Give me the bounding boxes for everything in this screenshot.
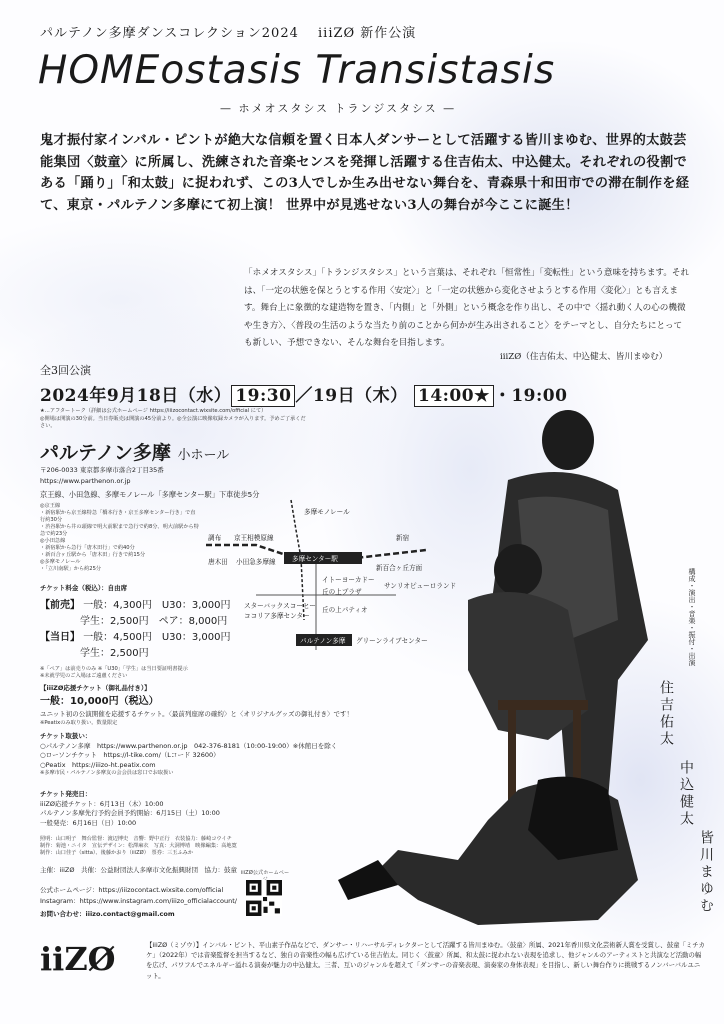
route-item: ・「立川南駅」から約25分 bbox=[40, 566, 102, 572]
qr-code[interactable] bbox=[246, 880, 282, 916]
lead-text: 鬼才振付家インバル・ピントが絶大な信頼を置く日本人ダンサーとして活躍する皆川まゆむ、世界的太鼓芸能集団〈鼓童〉に所属し、洗練された音楽センスを発揮し活躍する住吉佑太、中込健太。それぞれの役割である「踊り」「和太鼓」に捉われず、この3人でしか生み出せない舞台を、青森県十和田市での滞在制作を経て、東京・パルテノン多摩にて初上演！ 世界中が見逃せない3人の舞台が今ここに誕生！ bbox=[40, 133, 690, 213]
support-note: ※Peatixのみ取り扱い。数量限定 bbox=[40, 720, 118, 726]
venue-url[interactable]: https://www.parthenon.or.jp bbox=[40, 477, 131, 485]
release-item: 一般発売：6月16日（日）10:00 bbox=[40, 818, 137, 827]
sales-item[interactable]: ○パルテノン多摩 https://www.parthenon.or.jp 042-376-8181（10:00-19:00）※休館日を除く bbox=[40, 742, 338, 750]
staff-line: 照明：山口明子 舞台監督：渡辺博史 音響：野中正行 衣装協力：藤崎コウイチ bbox=[40, 836, 232, 842]
support-heading: 【iiiZØ応援チケット（御礼品付き）】 bbox=[40, 684, 151, 692]
dancers-photo bbox=[318, 380, 666, 940]
map-label: グリーンライブセンター bbox=[356, 637, 428, 645]
cast-name: 皆川まゆむ bbox=[698, 830, 714, 915]
map-label: 小田急多摩線 bbox=[236, 558, 276, 566]
organizers: 主催：iiiZØ 共催：公益財団法人多摩市文化振興財団 協力：鼓童 bbox=[40, 866, 237, 874]
door-label: 【当日】 bbox=[40, 632, 80, 643]
map-label: スターバックスコーヒー bbox=[244, 602, 316, 610]
venue-title: パルテノン多摩 bbox=[40, 442, 171, 464]
time-1: 19:30 bbox=[231, 385, 295, 407]
venue-access: 京王線、小田急線、多摩モノレール「多摩センター駅」下車徒歩5分 bbox=[40, 490, 260, 499]
route-item: ・新百合ヶ丘駅から「唐木田」行きで約15分 bbox=[40, 552, 146, 558]
page-title: HOMEostasis Transistasis bbox=[38, 48, 556, 93]
route-item: ◎小田急線 bbox=[40, 538, 66, 544]
release-item: iiiZØ応援チケット：6月13日（木）10:00 bbox=[40, 800, 164, 808]
support-price: 一般：10,000円（税込） bbox=[40, 696, 159, 707]
sales-item[interactable]: ○Peatix https://iiizo-ht.peatix.com bbox=[40, 760, 156, 769]
date-1: 2024年9月18日（水） bbox=[40, 386, 232, 406]
sales-item[interactable]: ○ローソンチケット https://l-tike.com/（Lコード 32600） bbox=[40, 751, 220, 760]
cast-roles: 構成・演出・音楽・振付・出演 bbox=[688, 568, 696, 666]
concept-text: 「ホメオスタシス」「トランジスタシス」という言葉は、それぞれ「恒常性」「変転性」という意味を持ちます。それは、「一定の状態を保とうとする作用〈安定〉」と「一定の状態から変化させようとする作用〈変化〉」とも言えます。舞台上に象徴的な建造物を置き、「内側」と「外側」という概念を作り出し、その中で〈揺れ動く人の心の機微や生き方〉、〈普段の生活のような当たり前のことから何かが生み出されること〉をテーマとし、自分たちにとっても新しい、予想できない、そんな舞台を目指します。 bbox=[244, 268, 690, 348]
instagram-link[interactable]: Instagram：https://www.instagram.com/iiizo_officialaccount/ bbox=[40, 897, 237, 905]
page-subtitle: — ホメオスタシス トランジスタシス — bbox=[220, 102, 457, 115]
route-item: ・渋谷駅から井の頭線で明大前駅まで急行で約8分、明大前駅から特急で約23分 bbox=[40, 524, 199, 537]
schedule-note-2: ◎開場は開演の30分前。当日券販売は開演の45分前より。◎全公演に映像収録カメラが入ります。予めご了承ください。 bbox=[40, 416, 306, 429]
route-item: ◎京王線 bbox=[40, 503, 61, 509]
sales-list bbox=[40, 742, 340, 777]
sales-note: ※多摩市民・パルテノン多摩友の会会員は窓口でお取扱い bbox=[40, 769, 174, 776]
cast-name: 住吉佑太 bbox=[658, 680, 674, 748]
ticket-notes: ※「ペア」は前売りのみ ※「U30」「学生」は当日要証明書提示 ※未就学児のご入場はご遠慮ください bbox=[40, 666, 188, 679]
route-list bbox=[40, 503, 200, 573]
iiizo-logo: iiZØ bbox=[40, 940, 116, 978]
advance-student: 学生：2,500円 bbox=[80, 616, 149, 627]
official-site-link[interactable]: 公式ホームページ：https://iiizocontact.wixsite.com/official bbox=[40, 886, 224, 894]
map-label: 京王相模原線 bbox=[234, 534, 274, 542]
concept-credit: iiiZØ（住吉佑太、中込健太、皆川まゆむ） bbox=[500, 352, 668, 362]
advance-general: 一般：4,300円 bbox=[83, 600, 152, 611]
map-label: ココリア多摩センター bbox=[244, 612, 310, 620]
door-student: 学生：2,500円 bbox=[80, 648, 149, 659]
map-label: 新百合ヶ丘方面 bbox=[376, 564, 423, 572]
release-list bbox=[40, 800, 300, 828]
map-label: サンリオピューロランド bbox=[384, 582, 457, 590]
advance-label: 【前売】 bbox=[40, 600, 80, 611]
map-label: 丘の上パティオ bbox=[322, 606, 368, 614]
time-2: 14:00★ bbox=[414, 385, 494, 407]
time-3: ・19:00 bbox=[493, 386, 568, 406]
map-label: パルテノン多摩 bbox=[300, 637, 346, 645]
staff-list bbox=[40, 836, 300, 857]
map-label: 唐木田 bbox=[208, 558, 228, 566]
door-u30: U30：3,000円 bbox=[161, 632, 231, 643]
staff-line: 制作：山口佳子（sitta）、後藤かおり（iiiZØ） 票券：三玉ふみか bbox=[40, 850, 194, 856]
map-label: 多摩モノレール bbox=[304, 508, 350, 516]
advance-pair: ペア：8,000円 bbox=[158, 616, 228, 627]
ticket-heading: チケット料金（税込）：自由席 bbox=[40, 584, 128, 592]
venue-name bbox=[40, 438, 229, 465]
route-item: ・新宿駅から急行「唐木田行」で約40分 bbox=[40, 545, 135, 551]
ticket-price-table bbox=[40, 598, 240, 662]
map-label: 丘の上プラザ bbox=[322, 588, 362, 596]
qr-label: iiiZØ公式ホームペー bbox=[240, 870, 290, 876]
map-label: 新宿 bbox=[396, 534, 410, 542]
route-item: ・新宿駅から京王線特急「橋本行き・京王多摩センター行き」で直行約30分 bbox=[40, 510, 196, 523]
cast-name: 中込健太 bbox=[678, 760, 694, 828]
advance-u30: U30：3,000円 bbox=[161, 600, 231, 611]
door-general: 一般：4,500円 bbox=[83, 632, 152, 643]
sales-heading: チケット取扱い： bbox=[40, 732, 92, 740]
series-label: パルテノン多摩ダンスコレクション2024 iiiZØ 新作公演 bbox=[40, 26, 417, 41]
schedule-note-1: ★…アフタートーク（詳細は公式ホームページ https://iiizocontact.wixsite.com/official にて） bbox=[40, 408, 267, 414]
date-2: ／19日（木） bbox=[295, 386, 408, 406]
support-desc: ユニット初の公演開催を応援するチケット。〈最前列座席の確約〉と〈オリジナルグッズの御礼付き〉です！ bbox=[40, 710, 354, 718]
performance-count: 全3回公演 bbox=[40, 364, 91, 377]
map-label: イトーヨーカドー bbox=[322, 576, 375, 584]
map-label: 多摩センター駅 bbox=[292, 555, 338, 563]
venue-address: 〒206-0033 東京都多摩市落合2丁目35番 bbox=[40, 466, 164, 474]
route-item: ◎多摩モノレール bbox=[40, 559, 81, 565]
cast-names bbox=[656, 680, 716, 930]
staff-line: 制作：菊池・ニイタ 宣伝デザイン：松澤麻衣 写真：大洞博靖 映像編集：高地寛 bbox=[40, 843, 237, 849]
release-heading: チケット発売日： bbox=[40, 790, 92, 798]
unit-bio: 【iiiZØ（ミゾウ）】インバル・ピント、平山素子作品などで、ダンサー・リハーサルディレクターとして活躍する皆川まゆむ。〈鼓童〉所属、2021年香川県文化芸術新人賞を受賞し、鼓童「ミチカケ」（2022年）では音楽監督を担当するなど、独自の音楽性の幅も広げている住吉佑太。同じく〈鼓童〉所属、和太鼓に捉われない表現を追求し、他ジャンルのアーティストと共演など活動の幅を広げ、パワフルでエネルギー溢れる演奏が魅力の中込健太。三者、互いのジャンルを超えて「ダンサーの音楽表現、演奏家の身体表現」を目指し、新しい舞台作りに挑戦するノンバーバルユニット。 bbox=[146, 941, 705, 980]
map-label: 調布 bbox=[208, 534, 222, 542]
release-item: パルテノン多摩先行予約会員予約開始：6月15日（土）10:00 bbox=[40, 809, 220, 818]
venue-hall: 小ホール bbox=[177, 448, 230, 463]
contact-email[interactable]: お問い合わせ：iiizo.contact@gmail.com bbox=[40, 910, 175, 918]
